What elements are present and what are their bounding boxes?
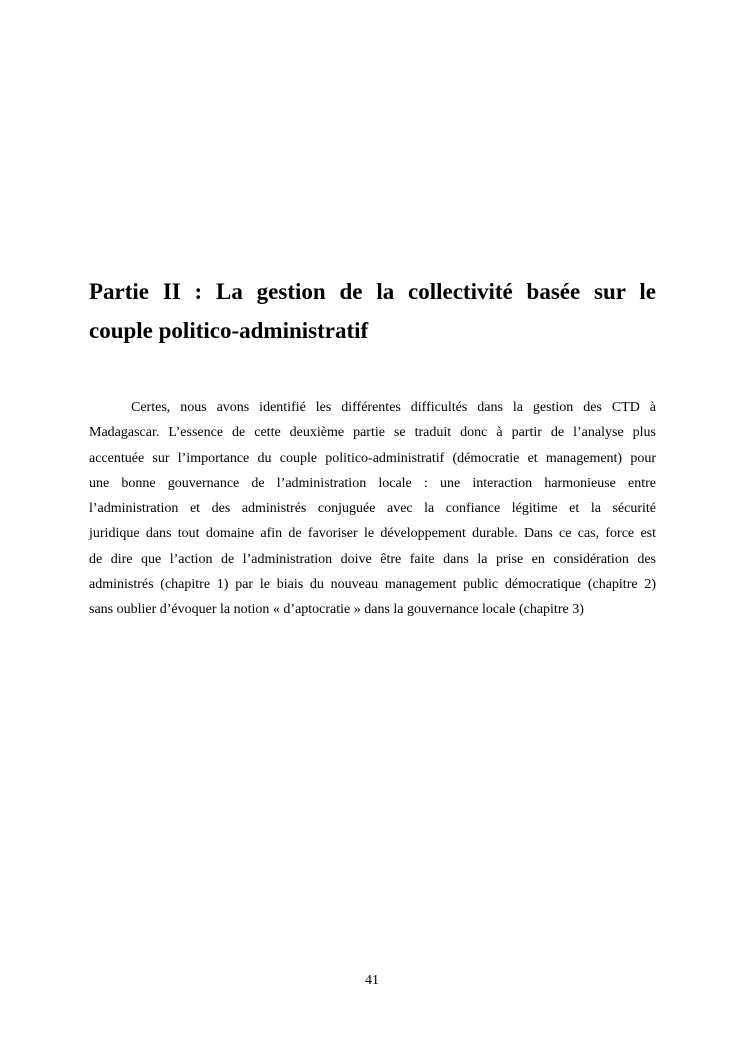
- paragraph-line-1: Certes, nous avons identifié les différentes difficultés dans la gestion des CTD à: [131, 400, 656, 415]
- paragraph-line-5: l’administration et des administrés conjuguée avec la confiance légitime et la sécurité: [89, 501, 656, 517]
- paragraph-line-4: une bonne gouvernance de l’administration locale : une interaction harmonieuse entre: [89, 475, 656, 491]
- heading-line-2: couple politico-administratif: [89, 318, 369, 343]
- paragraph-line-3: accentuée sur l’importance du couple politico-administratif (démocratie et management) pour: [89, 450, 656, 466]
- page-number: 41: [365, 973, 379, 988]
- section-heading: [89, 272, 656, 350]
- heading-line-1: Partie II : La gestion de la collectivité basée sur le: [89, 279, 656, 304]
- paragraph-line-2: Madagascar. L’essence de cette deuxième partie se traduit donc à partir de l’analyse plus: [89, 425, 656, 441]
- paragraph-line-8: administrés (chapitre 1) par le biais du nouveau management public démocratique (chapitre 2): [89, 577, 656, 593]
- paragraph-line-9: sans oublier d’évoquer la notion « d’aptocratie » dans la gouvernance locale (chapitre 3): [89, 602, 584, 618]
- paragraph-line-6: juridique dans tout domaine afin de favoriser le développement durable. Dans ce cas, force est: [89, 526, 656, 542]
- intro-paragraph: [89, 395, 656, 623]
- paragraph-line-7: de dire que l’action de l’administration doive être faite dans la prise en considération des: [89, 551, 656, 567]
